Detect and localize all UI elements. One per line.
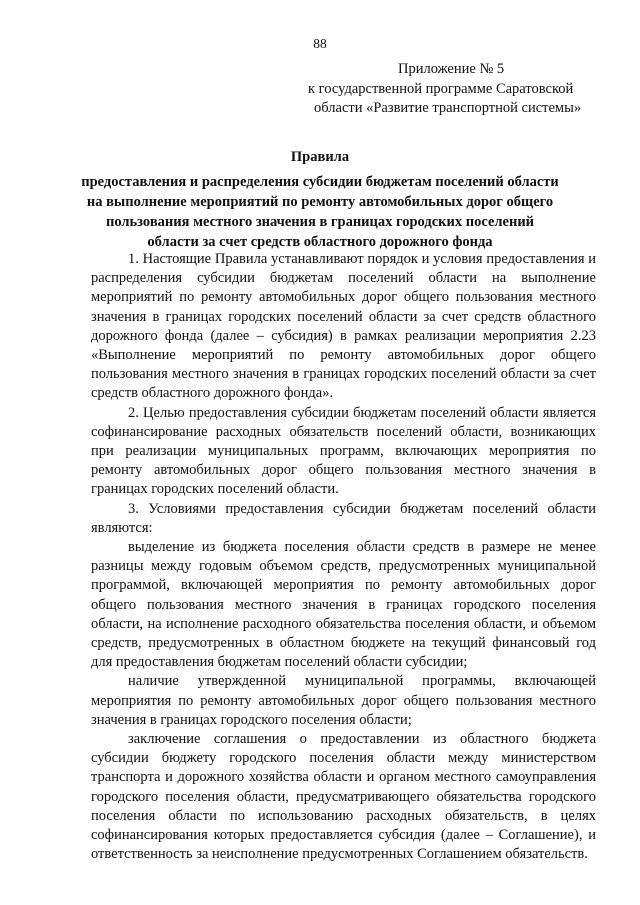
title-line-5: области за счет средств областного дорожного фонда	[147, 234, 493, 250]
document-title	[70, 147, 570, 252]
title-line-4: пользования местного значения в границах городских поселений	[105, 214, 535, 230]
paragraph-1: 1. Настоящие Правила устанавливают порядок и условия предоставления и распределения субсидии бюджетам поселений области на выполнение мероприятий по ремонту автомобильных дорог общего пользования местного значения в границах городских поселений области за счет средств областного дорожного фонда (далее – субсидия) в рамках реализации мероприятия 2.23 «Выполнение мероприятий по ремонту автомобильных дорог общего пользования местного значения в границах городских поселений области за счет средств областного дорожного фонда».	[91, 251, 596, 402]
appendix-program: к государственной программе Саратовской	[308, 80, 574, 97]
appendix-program-name: области «Развитие транспортной системы»	[314, 100, 582, 116]
document-body	[91, 250, 596, 865]
paragraph-condition-3: заключение соглашения о предоставлении из областного бюджета субсидии бюджету городского поселения области между министерством транспорта и дорожного хозяйства области и органом местного самоуправления городского поселения области, предусматривающего обязательства городского поселения области по использованию расходных обязательств, в целях софинансирования которых предоставляется субсидия (далее – Соглашение), и ответственность за неисполнение предусмотренных Соглашением обязательств.	[91, 731, 596, 863]
paragraph-condition-1: выделение из бюджета поселения области средств в размере не менее разницы между годовым объемом средств, предусмотренных муниципальной программой, включающей мероприятия по ремонту автомобильных дорог общего пользования местного значения в границах городского поселения области, на исполнение расходного обязательства поселения области, и объемом средств, предусмотренных в областном бюджете на текущий финансовый год для предоставления бюджетам поселений области субсидии;	[91, 539, 596, 671]
appendix-number: Приложение № 5	[398, 61, 505, 77]
paragraph-2: 2. Целью предоставления субсидии бюджетам поселений области является софинансирование расходных обязательств поселений области, возникающих при реализации муниципальных программ, включающих мероприятия по ремонту автомобильных дорог общего пользования местного значения в границах городских поселений области.	[91, 404, 596, 498]
title-line-2: предоставления и распределения субсидии бюджетам поселений области	[81, 174, 559, 190]
page-number: 88	[313, 36, 327, 51]
paragraph-3: 3. Условиями предоставления субсидии бюджетам поселений области являются:	[91, 500, 596, 536]
paragraph-condition-2: наличие утвержденной муниципальной программы, включающей мероприятия по ремонту автомобильных дорог общего пользования местного значения в границах городского поселения области;	[91, 673, 596, 728]
title-line-1: Правила	[290, 149, 350, 165]
appendix-header	[308, 60, 613, 119]
title-line-3: на выполнение мероприятий по ремонту автомобильных дорог общего	[86, 194, 554, 210]
